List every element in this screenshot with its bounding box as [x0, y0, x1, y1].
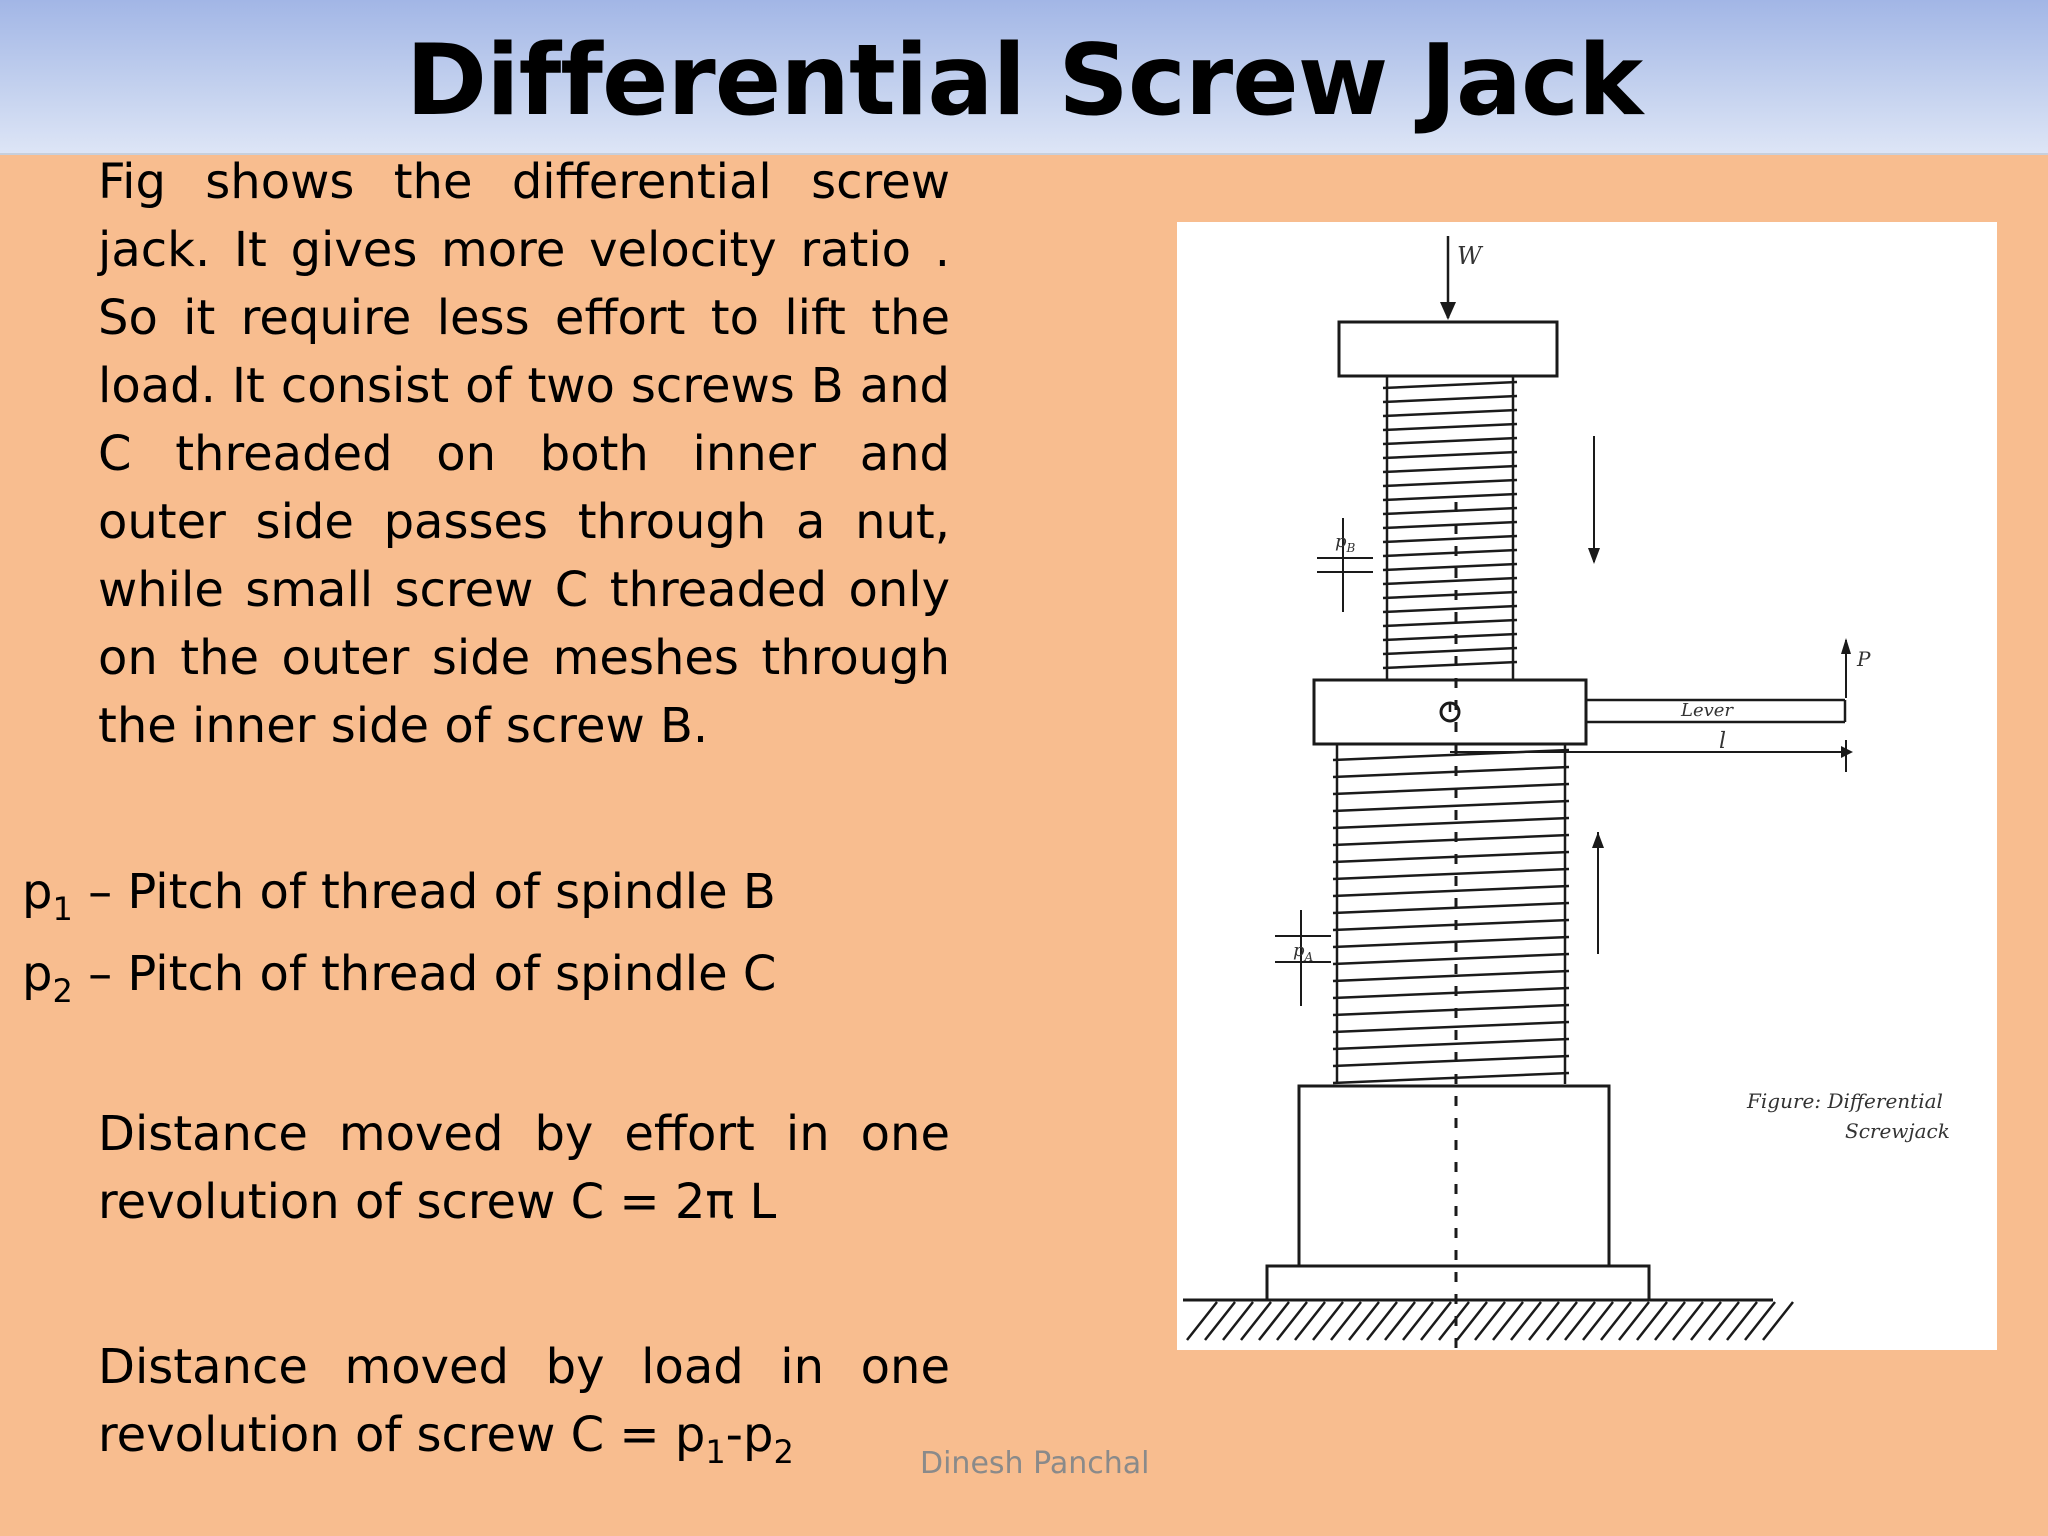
load-platform	[1339, 322, 1557, 376]
ground-hatch-line	[1241, 1302, 1271, 1340]
ground-hatch-line	[1385, 1302, 1415, 1340]
base-body	[1299, 1086, 1609, 1266]
lower-thread-line	[1333, 835, 1569, 845]
label-pb-symbol: p	[1335, 531, 1347, 552]
label-pb-subscript: B	[1346, 541, 1356, 555]
ground-hatch-line	[1691, 1302, 1721, 1340]
ground-hatch-line	[1187, 1302, 1217, 1340]
pitch-c-subscript: 2	[52, 972, 73, 1010]
lower-thread-line	[1333, 988, 1569, 998]
lower-thread-line	[1333, 971, 1569, 981]
base-plate	[1267, 1266, 1649, 1300]
upper-thread-line	[1383, 662, 1517, 668]
ground-hatch-line	[1223, 1302, 1253, 1340]
upper-thread-line	[1383, 564, 1517, 570]
label-pb	[1335, 531, 1356, 555]
lower-thread-line	[1333, 852, 1569, 862]
label-l: l	[1719, 729, 1727, 754]
ground-hatch-line	[1547, 1302, 1577, 1340]
ground-hatch-line	[1529, 1302, 1559, 1340]
ground-hatch-line	[1313, 1302, 1343, 1340]
lower-thread-line	[1333, 869, 1569, 879]
lower-thread-line	[1333, 920, 1569, 930]
label-w: W	[1457, 242, 1482, 270]
lower-screw-threads	[1333, 750, 1569, 1083]
upper-thread-line	[1383, 382, 1517, 388]
ground-hatch-line	[1493, 1302, 1523, 1340]
lower-thread-line	[1333, 1073, 1569, 1083]
lower-thread-line	[1333, 937, 1569, 947]
ground-hatch-line	[1457, 1302, 1487, 1340]
upper-thread-line	[1383, 508, 1517, 514]
ground-hatch-line	[1511, 1302, 1541, 1340]
ground-hatch-line	[1727, 1302, 1757, 1340]
upper-screw-threads	[1383, 382, 1517, 668]
footer-author: Dinesh Panchal	[920, 1446, 1150, 1481]
ground-hatch-line	[1745, 1302, 1775, 1340]
ground-hatch-line	[1619, 1302, 1649, 1340]
load-minus: -	[725, 1407, 743, 1463]
ground-hatching	[1187, 1302, 1793, 1340]
lower-thread-line	[1333, 801, 1569, 811]
upper-thread-line	[1383, 522, 1517, 528]
ground-hatch-line	[1295, 1302, 1325, 1340]
pitch-b-definition	[22, 858, 776, 926]
upper-thread-line	[1383, 466, 1517, 472]
ground-hatch-line	[1583, 1302, 1613, 1340]
lower-thread-line	[1333, 784, 1569, 794]
ground-hatch-line	[1565, 1302, 1595, 1340]
label-lever: Lever	[1681, 700, 1734, 721]
lower-thread-line	[1333, 1056, 1569, 1066]
ground-hatch-line	[1349, 1302, 1379, 1340]
figure-caption-line1: Figure: Differential	[1747, 1089, 1943, 1113]
upper-thread-line	[1383, 480, 1517, 486]
upper-thread-line	[1383, 620, 1517, 626]
effort-distance-formula: 2π L	[674, 1174, 777, 1230]
slide-title: Differential Screw Jack	[405, 24, 1643, 138]
pitch-b-subscript: 1	[52, 890, 73, 928]
load-distance-paragraph	[98, 1333, 950, 1469]
upper-thread-line	[1383, 438, 1517, 444]
effort-distance-paragraph	[98, 1100, 950, 1236]
pitch-c-text: – Pitch of thread of spindle C	[72, 946, 777, 1002]
load-arrowhead	[1440, 302, 1456, 320]
load-distance-text: Distance moved by load in one revolution of screw C =	[98, 1339, 950, 1463]
label-pa-symbol: p	[1293, 940, 1305, 961]
upper-thread-line	[1383, 410, 1517, 416]
upper-thread-line	[1383, 396, 1517, 402]
upper-thread-line	[1383, 592, 1517, 598]
downward-motion-arrowhead	[1588, 548, 1600, 564]
upper-thread-line	[1383, 494, 1517, 500]
ground-hatch-line	[1403, 1302, 1433, 1340]
ground-hatch-line	[1763, 1302, 1793, 1340]
lower-thread-line	[1333, 818, 1569, 828]
lower-thread-line	[1333, 1005, 1569, 1015]
upper-thread-line	[1383, 536, 1517, 542]
label-p: P	[1857, 647, 1871, 671]
upward-motion-arrowhead	[1592, 832, 1604, 848]
pitch-c-definition	[22, 940, 776, 1008]
effort-arrowhead	[1841, 638, 1851, 654]
lower-thread-line	[1333, 1039, 1569, 1049]
load-p2-subscript: 2	[773, 1433, 794, 1471]
ground-hatch-line	[1475, 1302, 1505, 1340]
ground-hatch-line	[1637, 1302, 1667, 1340]
description-paragraph: Fig shows the differential screw jack. It gives more velocity ratio . So it require less effort to lift the load. It consist of two screws B and C threaded on both inner and outer side passes through a nut, while small screw C threaded only on the outer side meshes through the inner side of screw B.	[98, 154, 950, 754]
upper-thread-line	[1383, 648, 1517, 654]
upper-thread-line	[1383, 634, 1517, 640]
ground-hatch-line	[1205, 1302, 1235, 1340]
load-p1-subscript: 1	[705, 1433, 726, 1471]
lower-thread-line	[1333, 1022, 1569, 1032]
ground-hatch-line	[1601, 1302, 1631, 1340]
ground-hatch-line	[1331, 1302, 1361, 1340]
label-pa	[1293, 940, 1314, 964]
upper-thread-line	[1383, 452, 1517, 458]
ground-hatch-line	[1421, 1302, 1451, 1340]
figure-caption-line2: Screwjack	[1845, 1119, 1950, 1143]
upper-thread-line	[1383, 550, 1517, 556]
screw-jack-figure	[1177, 222, 1997, 1350]
ground-hatch-line	[1655, 1302, 1685, 1340]
ground-hatch-line	[1277, 1302, 1307, 1340]
pitch-b-text: – Pitch of thread of spindle B	[72, 864, 776, 920]
pitch-b-symbol: p	[22, 864, 53, 920]
ground-hatch-line	[1259, 1302, 1289, 1340]
upper-thread-line	[1383, 606, 1517, 612]
ground-hatch-line	[1439, 1302, 1469, 1340]
upper-thread-line	[1383, 424, 1517, 430]
lower-thread-line	[1333, 903, 1569, 913]
ground-hatch-line	[1709, 1302, 1739, 1340]
effort-distance-text: Distance moved by effort in one revolution of screw C =	[98, 1106, 950, 1230]
screw-jack-drawing	[1177, 222, 1997, 1350]
lower-thread-line	[1333, 886, 1569, 896]
lower-thread-line	[1333, 954, 1569, 964]
label-pa-subscript: A	[1304, 950, 1314, 964]
lower-thread-line	[1333, 767, 1569, 777]
ground-hatch-line	[1367, 1302, 1397, 1340]
pitch-c-symbol: p	[22, 946, 53, 1002]
ground-hatch-line	[1673, 1302, 1703, 1340]
load-p1-symbol: p	[674, 1407, 706, 1463]
upper-thread-line	[1383, 578, 1517, 584]
load-p2-symbol: p	[743, 1407, 774, 1463]
